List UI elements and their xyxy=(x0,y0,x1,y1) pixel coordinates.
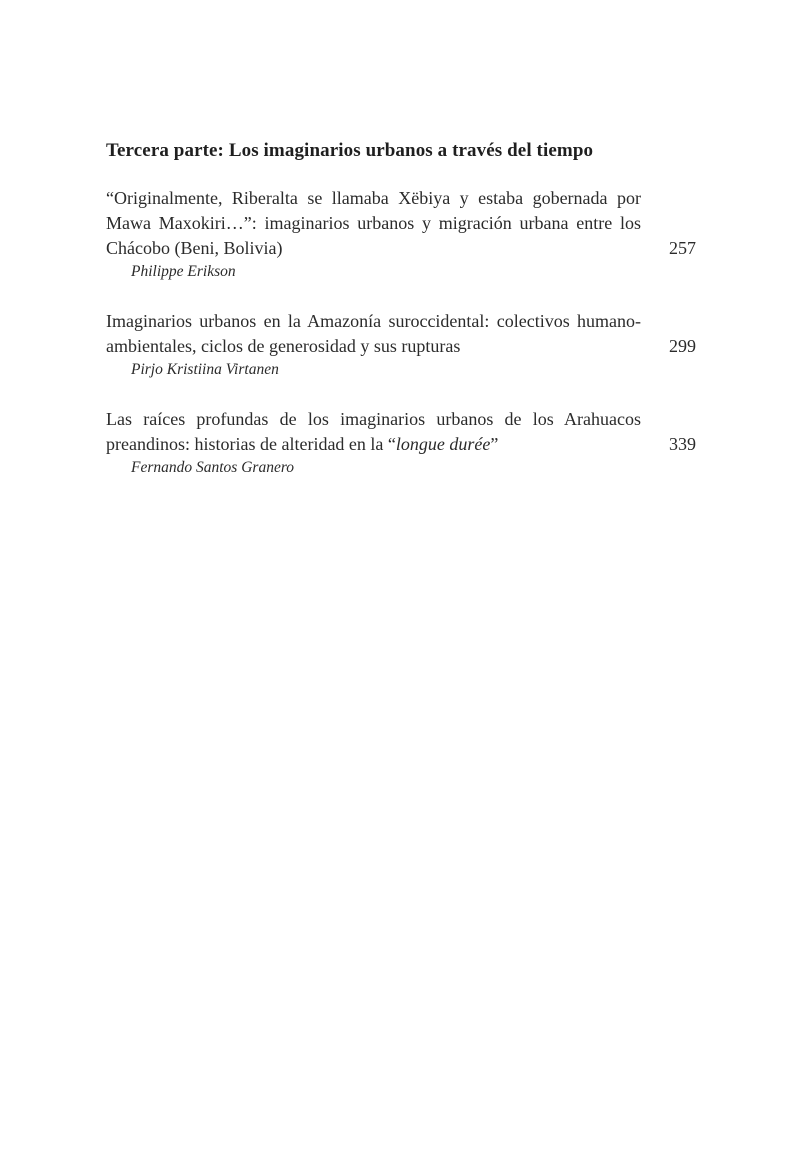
table-of-contents xyxy=(106,138,696,505)
entry-title: “Originalmente, Riberalta se llamaba Xëbiya y estaba gobernada por Mawa Maxokiri…”: imaginarios urbanos y migración urbana entre los Chácobo (Beni, Bolivia) xyxy=(106,188,641,258)
entry-title-close-quote: ” xyxy=(490,434,499,454)
entry-author: Philippe Erikson xyxy=(131,263,236,280)
toc-entry-2 xyxy=(106,309,696,381)
entry-page-number: 339 xyxy=(669,434,696,454)
entry-title: Imaginarios urbanos en la Amazonía suroccidental: colectivos humano-ambientales, ciclos de generosidad y sus rupturas xyxy=(106,311,641,356)
entry-title-italic: longue durée xyxy=(395,434,491,454)
entry-page-number: 257 xyxy=(669,238,696,258)
toc-entry-1 xyxy=(106,186,696,283)
entry-author: Pirjo Kristiina Virtanen xyxy=(131,361,279,378)
entry-title-text: Las raíces profundas de los imaginarios urbanos de los Arahuacos preandinos: historias de alteridad en la “ xyxy=(106,409,641,454)
section-title: Tercera parte: Los imaginarios urbanos a través del tiempo xyxy=(106,140,594,161)
entry-author: Fernando Santos Granero xyxy=(131,459,295,476)
toc-entry-3 xyxy=(106,407,696,479)
entry-page-number: 299 xyxy=(669,336,696,356)
entry-title xyxy=(106,407,641,457)
